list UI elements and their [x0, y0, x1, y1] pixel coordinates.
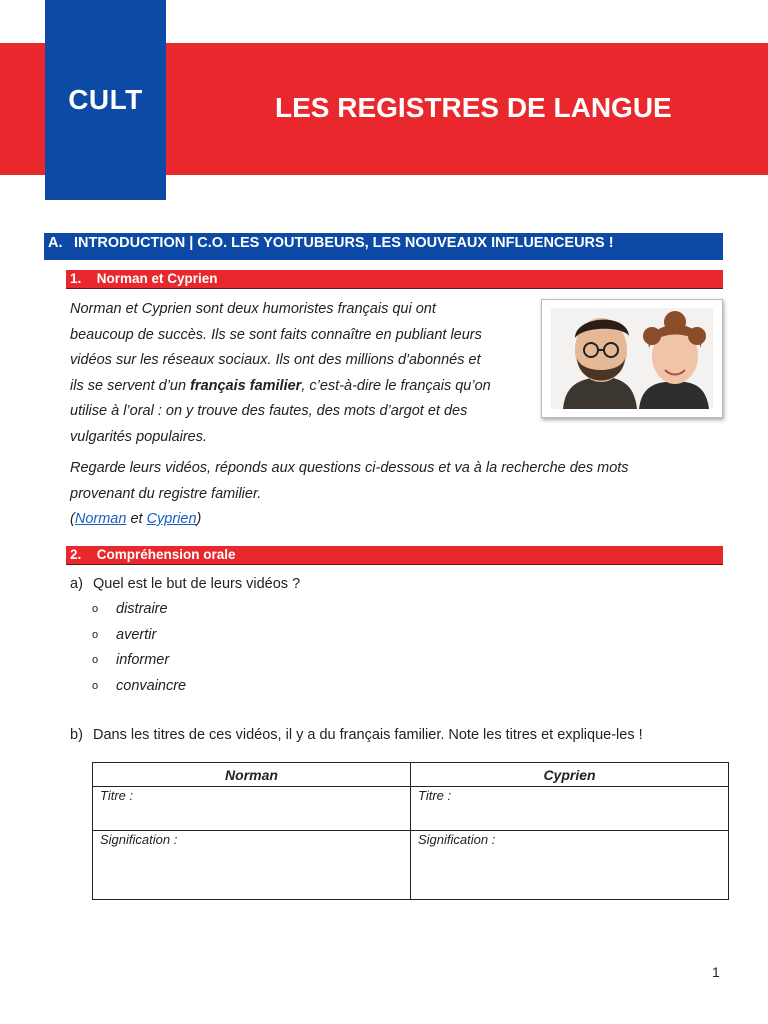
- question-a: [70, 576, 300, 592]
- option-bullet: o: [92, 629, 99, 641]
- intro-line: Norman et Cyprien sont deux humoristes français qui ont: [70, 301, 436, 317]
- links-open-paren: (: [70, 511, 75, 527]
- francais-familier-term: français familier: [190, 377, 302, 394]
- option-label: convaincre: [116, 678, 187, 694]
- option-label: informer: [116, 652, 170, 668]
- section-a-heading: [44, 233, 723, 260]
- option-label: avertir: [116, 627, 157, 643]
- youtubers-photo: [541, 299, 723, 418]
- cyprien-meaning-cell[interactable]: [411, 831, 729, 900]
- option-avertir[interactable]: [92, 627, 156, 643]
- cyprien-video-link[interactable]: Cyprien: [146, 511, 197, 527]
- intro-line: vidéos sur les réseaux sociaux. Ils ont des millions d'abonnés et: [70, 352, 481, 368]
- option-bullet: o: [92, 680, 99, 692]
- answer-table: [92, 762, 729, 900]
- option-distraire[interactable]: [92, 601, 168, 617]
- subsection-2-title: Compréhension orale: [96, 547, 236, 562]
- cult-logo: CULT: [68, 84, 143, 115]
- intro-line: vulgarités populaires.: [70, 428, 208, 445]
- question-a-label: a): [70, 576, 83, 592]
- intro-line: [70, 374, 530, 400]
- meaning-label: Signification :: [418, 832, 496, 847]
- section-a-title: INTRODUCTION | C.O. LES YOUTUBEURS, LES NOUVEAUX INFLUENCEURS !: [74, 235, 614, 251]
- video-links: [70, 507, 720, 531]
- instructions-line: provenant du registre familier.: [70, 485, 262, 502]
- table-header-row: [93, 763, 729, 787]
- subsection-1-heading: [66, 270, 723, 289]
- column-header-norman: Norman: [93, 763, 411, 787]
- option-bullet: o: [92, 603, 99, 615]
- subsection-1-number: 1.: [70, 271, 82, 286]
- option-convaincre[interactable]: [92, 678, 186, 694]
- intro-line: beaucoup de succès. Ils se sont faits connaître en publiant leurs: [70, 326, 482, 343]
- intro-paragraph: [70, 297, 530, 450]
- intro-line-part: ils se servent d’un: [70, 377, 191, 394]
- title-label: Titre :: [418, 788, 452, 803]
- links-and: et: [126, 511, 147, 527]
- intro-line: utilise à l’oral : on y trouve des fautes, des mots d’argot et des: [70, 403, 468, 419]
- cyprien-title-cell[interactable]: [411, 787, 729, 831]
- question-b-text: Dans les titres de ces vidéos, il y a du français familier. Note les titres et explique-les !: [93, 727, 643, 743]
- norman-video-link[interactable]: Norman: [74, 511, 127, 527]
- option-label: distraire: [116, 601, 168, 617]
- question-b-label: b): [70, 727, 83, 743]
- option-informer[interactable]: [92, 652, 169, 668]
- table-row-signification: [93, 831, 729, 900]
- instructions-paragraph: [70, 456, 720, 531]
- links-close-paren: ): [196, 511, 202, 527]
- subsection-2-heading: [66, 546, 723, 565]
- question-b: [70, 727, 643, 743]
- column-header-cyprien: Cyprien: [411, 763, 729, 787]
- section-a-number: A.: [48, 235, 63, 251]
- page-number: 1: [712, 964, 720, 980]
- instructions-line: Regarde leurs vidéos, réponds aux questions ci-dessous et va à la recherche des mots: [70, 460, 629, 476]
- table-row-titre: [93, 787, 729, 831]
- page-title: LES REGISTRES DE LANGUE: [275, 92, 672, 123]
- intro-line-part: , c’est-à-dire le français qu’on: [301, 377, 491, 394]
- question-a-text: Quel est le but de leurs vidéos ?: [93, 576, 301, 592]
- norman-title-cell[interactable]: [93, 787, 411, 831]
- norman-meaning-cell[interactable]: [93, 831, 411, 900]
- meaning-label: Signification :: [100, 832, 178, 847]
- subsection-2-number: 2.: [70, 547, 82, 562]
- subsection-1-title: Norman et Cyprien: [96, 271, 218, 286]
- option-bullet: o: [92, 654, 99, 666]
- title-label: Titre :: [100, 788, 134, 803]
